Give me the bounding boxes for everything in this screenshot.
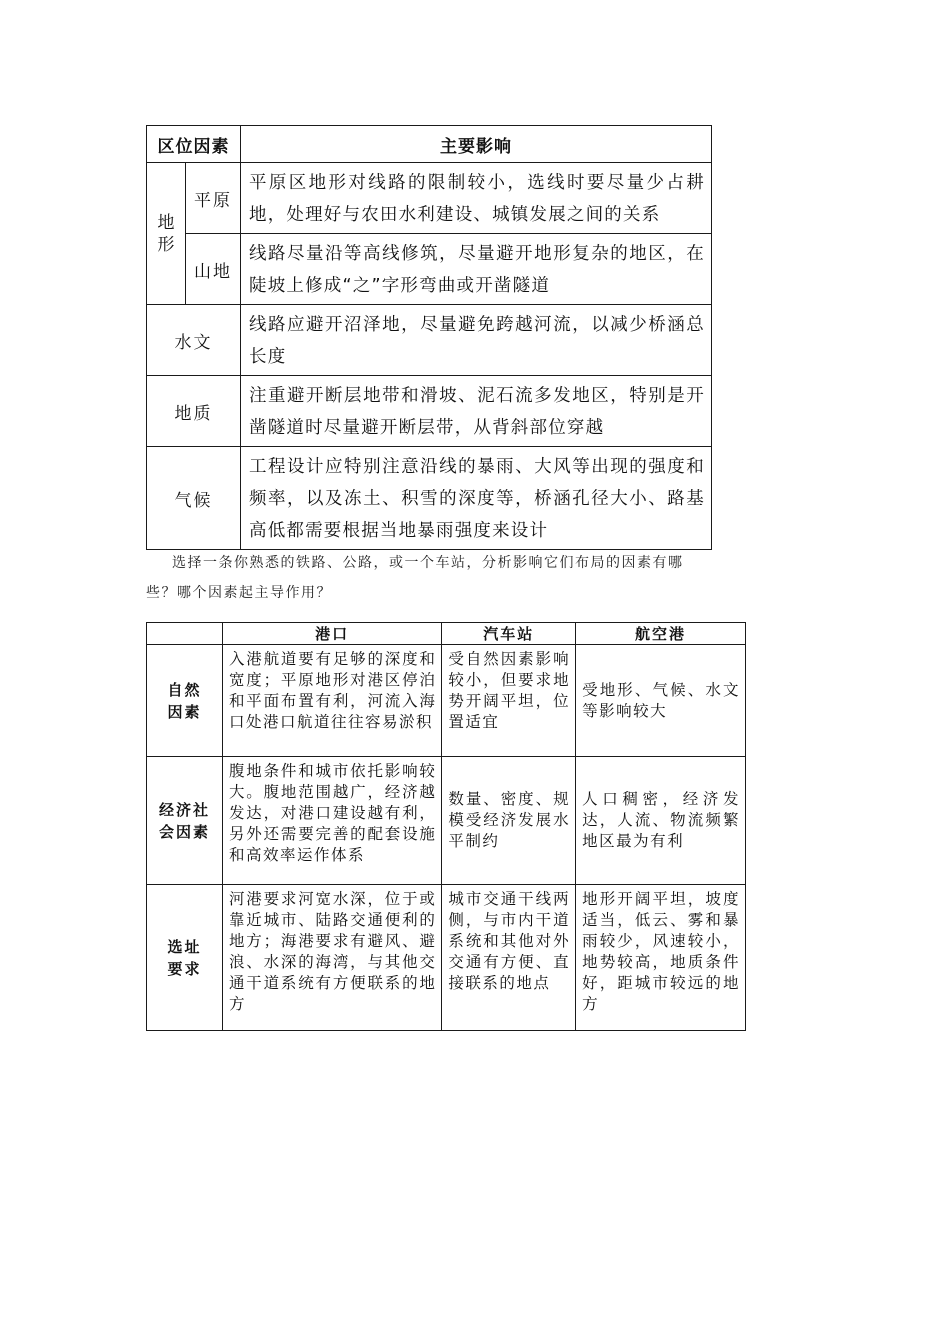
economic-bus-cell: 数量、密度、规模受经济发展水平制约 bbox=[442, 757, 576, 885]
table-row bbox=[147, 447, 712, 550]
economic-port-cell: 腹地条件和城市依托影响较大。腹地范围越广，经济越发达，对港口建设越有利，另外还需要完善的配套设施和高效率运作体系 bbox=[222, 757, 441, 885]
row-label-site-text: 选址要求 bbox=[167, 937, 202, 978]
question-paragraph bbox=[146, 548, 706, 608]
question-text: 选择一条你熟悉的铁路、公路，或一个车站，分析影响它们布局的因素有哪些？哪个因素起主导作用？ bbox=[146, 555, 684, 601]
site-airport-cell: 地形开阔平坦，坡度适当，低云、雾和暴雨较少，风速较小，地势较高，地质条件好，距城市较远的地方 bbox=[576, 885, 746, 1031]
table-row bbox=[147, 234, 712, 305]
natural-airport-cell: 受地形、气候、水文等影响较大 bbox=[576, 645, 746, 757]
row-label-economic-text: 经济社会因素 bbox=[158, 800, 210, 841]
header-location-factor: 区位因素 bbox=[147, 126, 241, 163]
row-label-natural-text: 自然因素 bbox=[167, 680, 202, 721]
site-port-cell: 河港要求河宽水深，位于或靠近城市、陆路交通便利的地方；海港要求有避风、避浪、水深的海湾，与其他交通干道系统有方便联系的地方 bbox=[222, 885, 441, 1031]
transport-hub-table bbox=[146, 622, 746, 1031]
plain-text: 平原区地形对线路的限制较小，选线时要尽量少占耕地，处理好与农田水利建设、城镇发展之间的关系 bbox=[241, 163, 712, 234]
header-main-influence: 主要影响 bbox=[241, 126, 712, 163]
economic-airport-cell: 人口稠密，经济发达，人流、物流频繁地区最为有利 bbox=[576, 757, 746, 885]
geology-text: 注重避开断层地带和滑坡、泥石流多发地区，特别是开凿隧道时尽量避开断层带，从背斜部位穿越 bbox=[241, 376, 712, 447]
mountain-text: 线路尽量沿等高线修筑，尽量避开地形复杂的地区，在陡坡上修成“之”字形弯曲或开凿隧道 bbox=[241, 234, 712, 305]
terrain-label bbox=[147, 163, 186, 305]
table-row bbox=[147, 645, 746, 757]
site-bus-cell: 城市交通干线两侧，与市内干道系统和其他对外交通有方便、直接联系的地点 bbox=[442, 885, 576, 1031]
header-bus-station: 汽车站 bbox=[442, 623, 576, 645]
header-port: 港口 bbox=[222, 623, 441, 645]
header-empty bbox=[147, 623, 223, 645]
row-label-site bbox=[147, 885, 223, 1031]
plain-label: 平原 bbox=[186, 163, 241, 234]
table-row bbox=[147, 757, 746, 885]
table-header-row bbox=[147, 126, 712, 163]
table-header-row bbox=[147, 623, 746, 645]
climate-label: 气候 bbox=[147, 447, 241, 550]
row-label-economic bbox=[147, 757, 223, 885]
natural-bus-cell: 受自然因素影响较小，但要求地势开阔平坦，位置适宜 bbox=[442, 645, 576, 757]
table-row bbox=[147, 885, 746, 1031]
table-row bbox=[147, 305, 712, 376]
table-row bbox=[147, 163, 712, 234]
header-airport: 航空港 bbox=[576, 623, 746, 645]
mountain-label: 山地 bbox=[186, 234, 241, 305]
hydrology-text: 线路应避开沼泽地，尽量避免跨越河流，以减少桥涵总长度 bbox=[241, 305, 712, 376]
climate-text: 工程设计应特别注意沿线的暴雨、大风等出现的强度和频率，以及冻土、积雪的深度等，桥涵孔径大小、路基高低都需要根据当地暴雨强度来设计 bbox=[241, 447, 712, 550]
row-label-natural bbox=[147, 645, 223, 757]
geology-label: 地质 bbox=[147, 376, 241, 447]
hydrology-label: 水文 bbox=[147, 305, 241, 376]
location-factors-table bbox=[146, 125, 712, 550]
table-row bbox=[147, 376, 712, 447]
terrain-label-text: 地形 bbox=[157, 212, 175, 255]
natural-port-cell: 入港航道要有足够的深度和宽度；平原地形对港区停泊和平面布置有利，河流入海口处港口航道往往容易淤积 bbox=[222, 645, 441, 757]
